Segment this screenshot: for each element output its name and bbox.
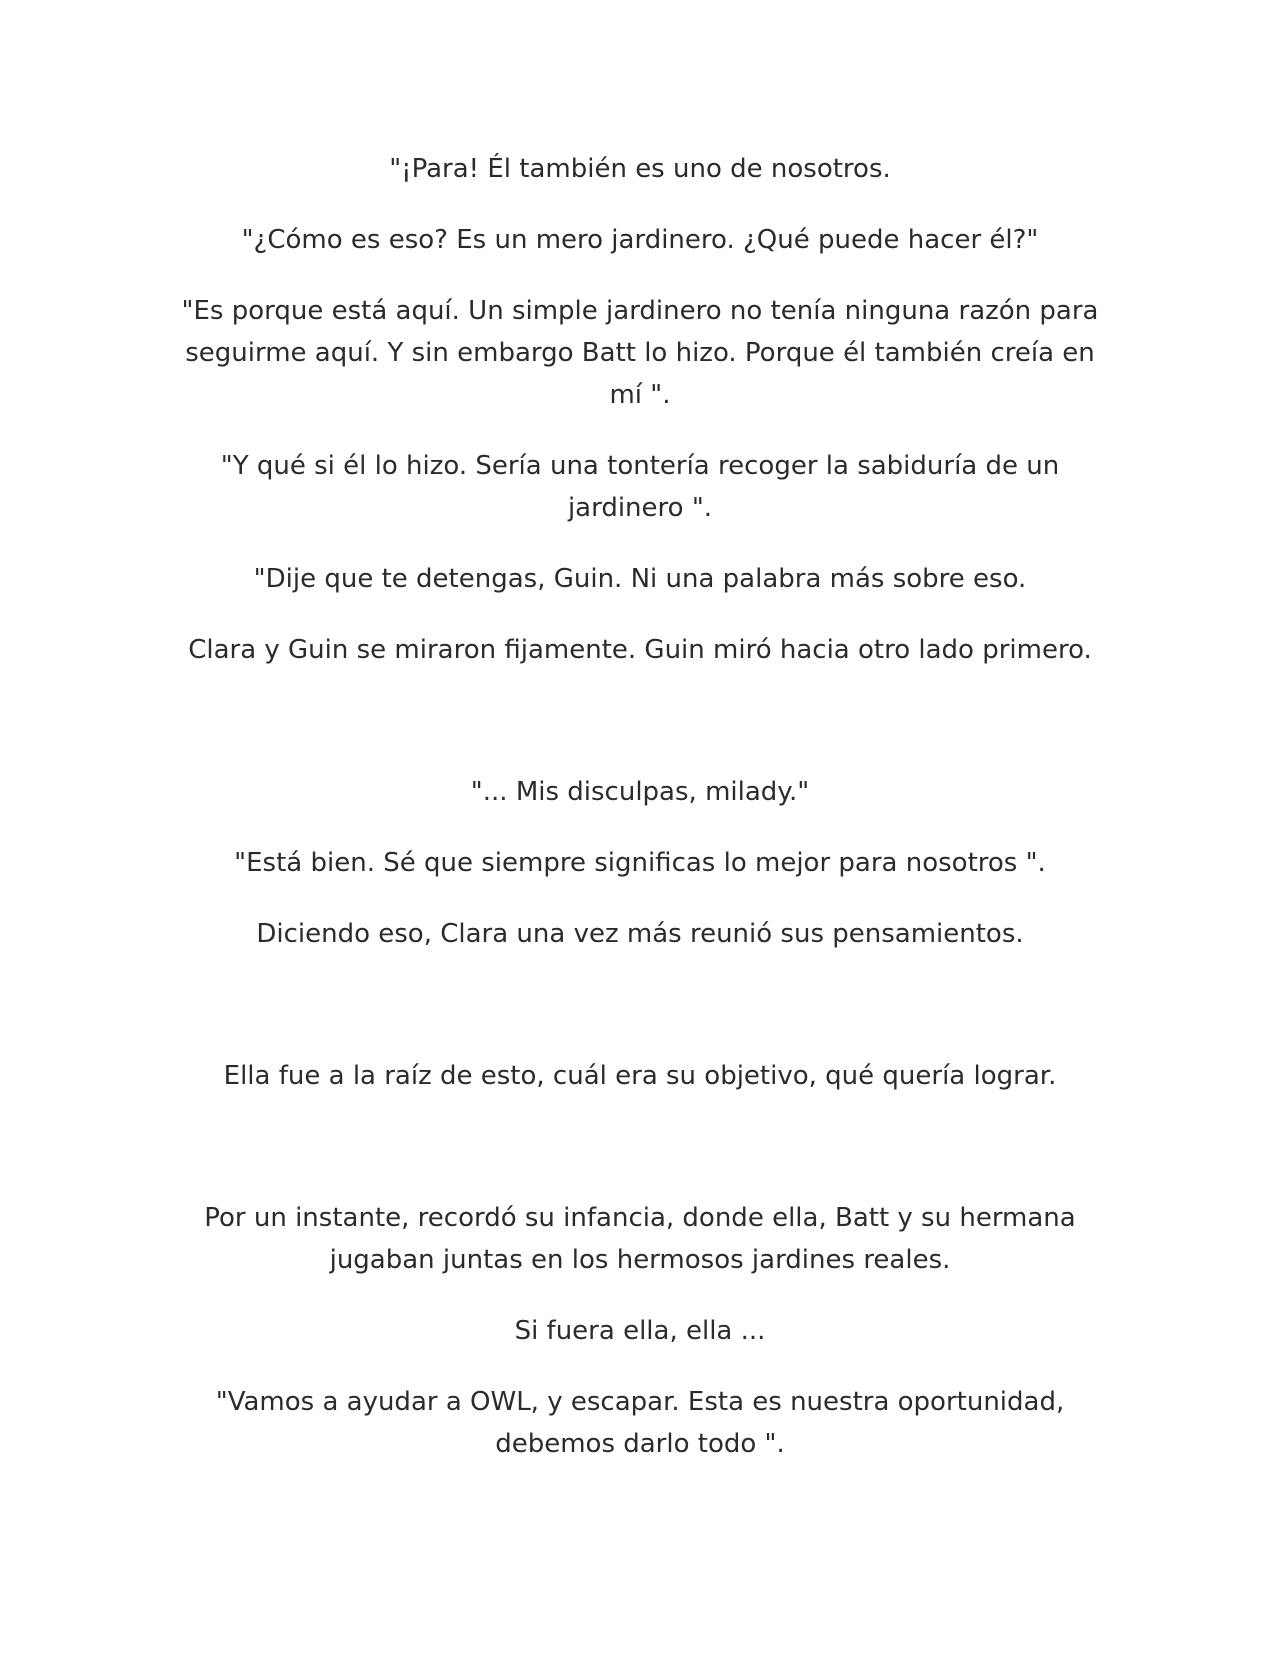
paragraph-4: "Y qué si él lo hizo. Sería una tontería recoger la sabiduría de un jardinero ". bbox=[220, 451, 1060, 523]
paragraph-9: Diciendo eso, Clara una vez más reunió sus pensamientos. bbox=[256, 919, 1024, 949]
paragraph-5: "Dije que te detengas, Guin. Ni una palabra más sobre eso. bbox=[253, 564, 1027, 594]
paragraph-2: "¿Cómo es eso? Es un mero jardinero. ¿Qué puede hacer él?" bbox=[241, 225, 1039, 255]
document-body bbox=[180, 148, 1100, 1494]
paragraph-12: Si fuera ella, ella ... bbox=[514, 1316, 766, 1346]
paragraph-10: Ella fue a la raíz de esto, cuál era su objetivo, qué quería lograr. bbox=[223, 1061, 1057, 1091]
paragraph-6: Clara y Guin se miraron fijamente. Guin miró hacia otro lado primero. bbox=[188, 635, 1092, 665]
paragraph-1: "¡Para! Él también es uno de nosotros. bbox=[389, 154, 891, 184]
paragraph-8: "Está bien. Sé que siempre significas lo mejor para nosotros ". bbox=[234, 848, 1046, 878]
paragraph-13: "Vamos a ayudar a OWL, y escapar. Esta es nuestra oportunidad, debemos darlo todo ". bbox=[215, 1387, 1065, 1459]
paragraph-11: Por un instante, recordó su infancia, donde ella, Batt y su hermana jugaban juntas en los hermosos jardines reales. bbox=[204, 1203, 1076, 1275]
paragraph-7: "... Mis disculpas, milady." bbox=[470, 777, 810, 807]
paragraph-3: "Es porque está aquí. Un simple jardinero no tenía ninguna razón para seguirme aquí. Y sin embargo Batt lo hizo. Porque él también creía en mí ". bbox=[181, 296, 1099, 410]
